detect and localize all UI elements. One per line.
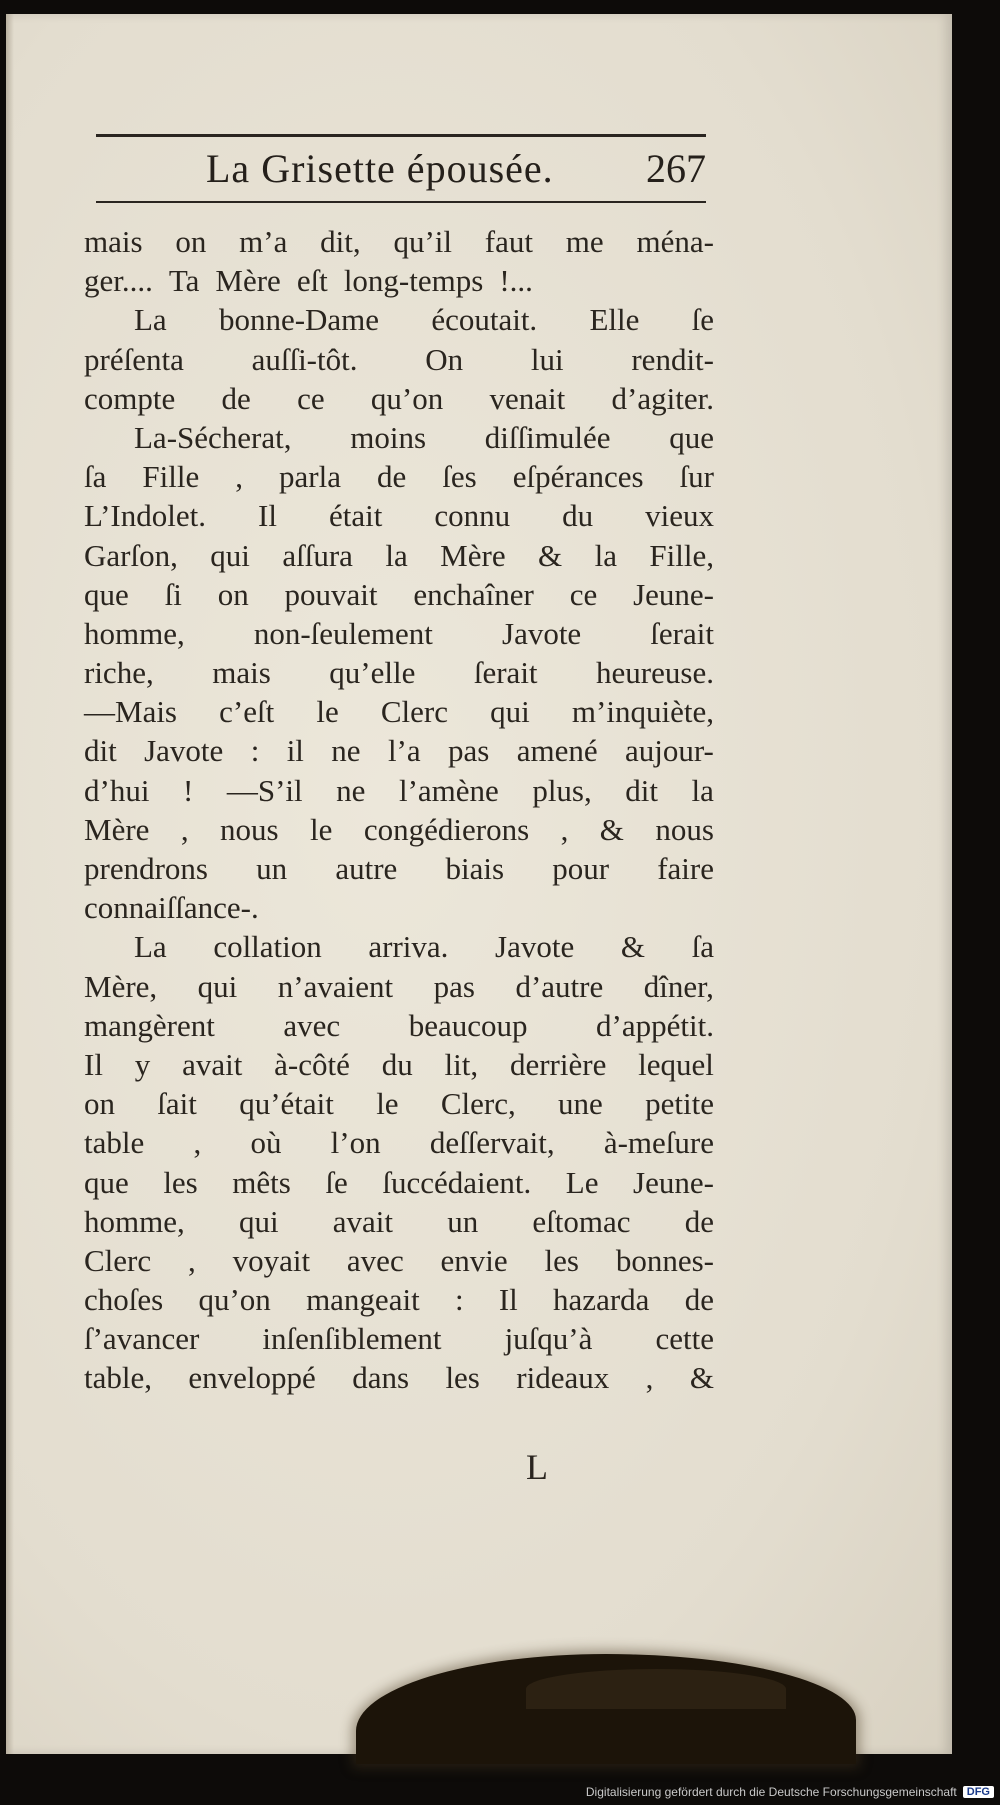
header-row <box>96 137 706 201</box>
text-line: La collation arriva. Javote & ſa <box>134 929 714 965</box>
text-line: homme, qui avait un eſtomac de <box>84 1203 714 1239</box>
text-line: Clerc , voyait avec envie les bonnes- <box>84 1242 714 1278</box>
text-line: choſes qu’on mangeait : Il hazarda de <box>84 1282 714 1318</box>
text-line: Garſon, qui aſſura la Mère & la Fille, <box>84 537 714 573</box>
text-line: que les mêts ſe ſuccédaient. Le Jeune- <box>84 1164 714 1200</box>
text-line: dit Javote : il ne l’a pas amené aujour- <box>84 733 714 769</box>
dfg-logo: DFG <box>963 1786 994 1798</box>
text-line: homme, non-ſeulement Javote ſerait <box>84 615 714 651</box>
text-line: Il y avait à-côté du lit, derrière lequel <box>84 1046 714 1082</box>
text-line: Mère, qui n’avaient pas d’autre dîner, <box>84 968 714 1004</box>
text-line: ſa Fille , parla de ſes eſpérances ſur <box>84 459 714 495</box>
book-page <box>6 14 952 1754</box>
text-line: préſenta auſſi-tôt. On lui rendit- <box>84 341 714 377</box>
text-line: d’hui ! —S’il ne l’amène plus, dit la <box>84 772 714 808</box>
signature-mark: L <box>526 1447 548 1487</box>
text-line: table , où l’on deſſervait, à-meſure <box>84 1125 714 1161</box>
text-line: prendrons un autre biais pour faire <box>84 851 714 886</box>
text-line: La-Sécherat, moins diſſimulée que <box>134 419 714 455</box>
text-line: table, enveloppé dans les rideaux , & <box>84 1360 714 1396</box>
text-line: mangèrent avec beaucoup d’appétit. <box>84 1007 714 1043</box>
text-line: connaiſſance-. <box>84 890 259 926</box>
text-line: —Mais c’eſt le Clerc qui m’inquiète, <box>84 694 714 730</box>
page-gutter <box>6 14 14 1754</box>
text-line: mais on m’a dit, qu’il faut me ména- <box>84 224 714 259</box>
text-line: Mère , nous le congédierons , & nous <box>84 811 714 847</box>
text-line: L’Indolet. Il était connu du vieux <box>84 498 714 534</box>
running-header <box>96 134 706 203</box>
running-title: La Grisette épousée. <box>206 146 554 191</box>
page-number: 267 <box>646 146 706 191</box>
text-line: ſ’avancer inſenſiblement juſqu’à cette <box>84 1321 714 1357</box>
body-text <box>84 222 714 1398</box>
header-rule-bottom <box>96 201 706 203</box>
footer-credit: Digitalisierung gefördert durch die Deutsche Forschungsgemeinschaft <box>585 1785 957 1799</box>
page-damage-edge <box>526 1669 786 1709</box>
text-line: La bonne-Dame écoutait. Elle ſe <box>134 302 714 338</box>
digitization-footer <box>586 1785 994 1799</box>
text-line: que ſi on pouvait enchaîner ce Jeune- <box>84 576 714 612</box>
text-line: ger.... Ta Mère eſt long-temps !... <box>84 263 533 299</box>
text-line: on ſait qu’était le Clerc, une petite <box>84 1086 714 1122</box>
text-line: riche, mais qu’elle ſerait heureuse. <box>84 655 714 691</box>
text-line: compte de ce qu’on venait d’agiter. <box>84 380 714 416</box>
